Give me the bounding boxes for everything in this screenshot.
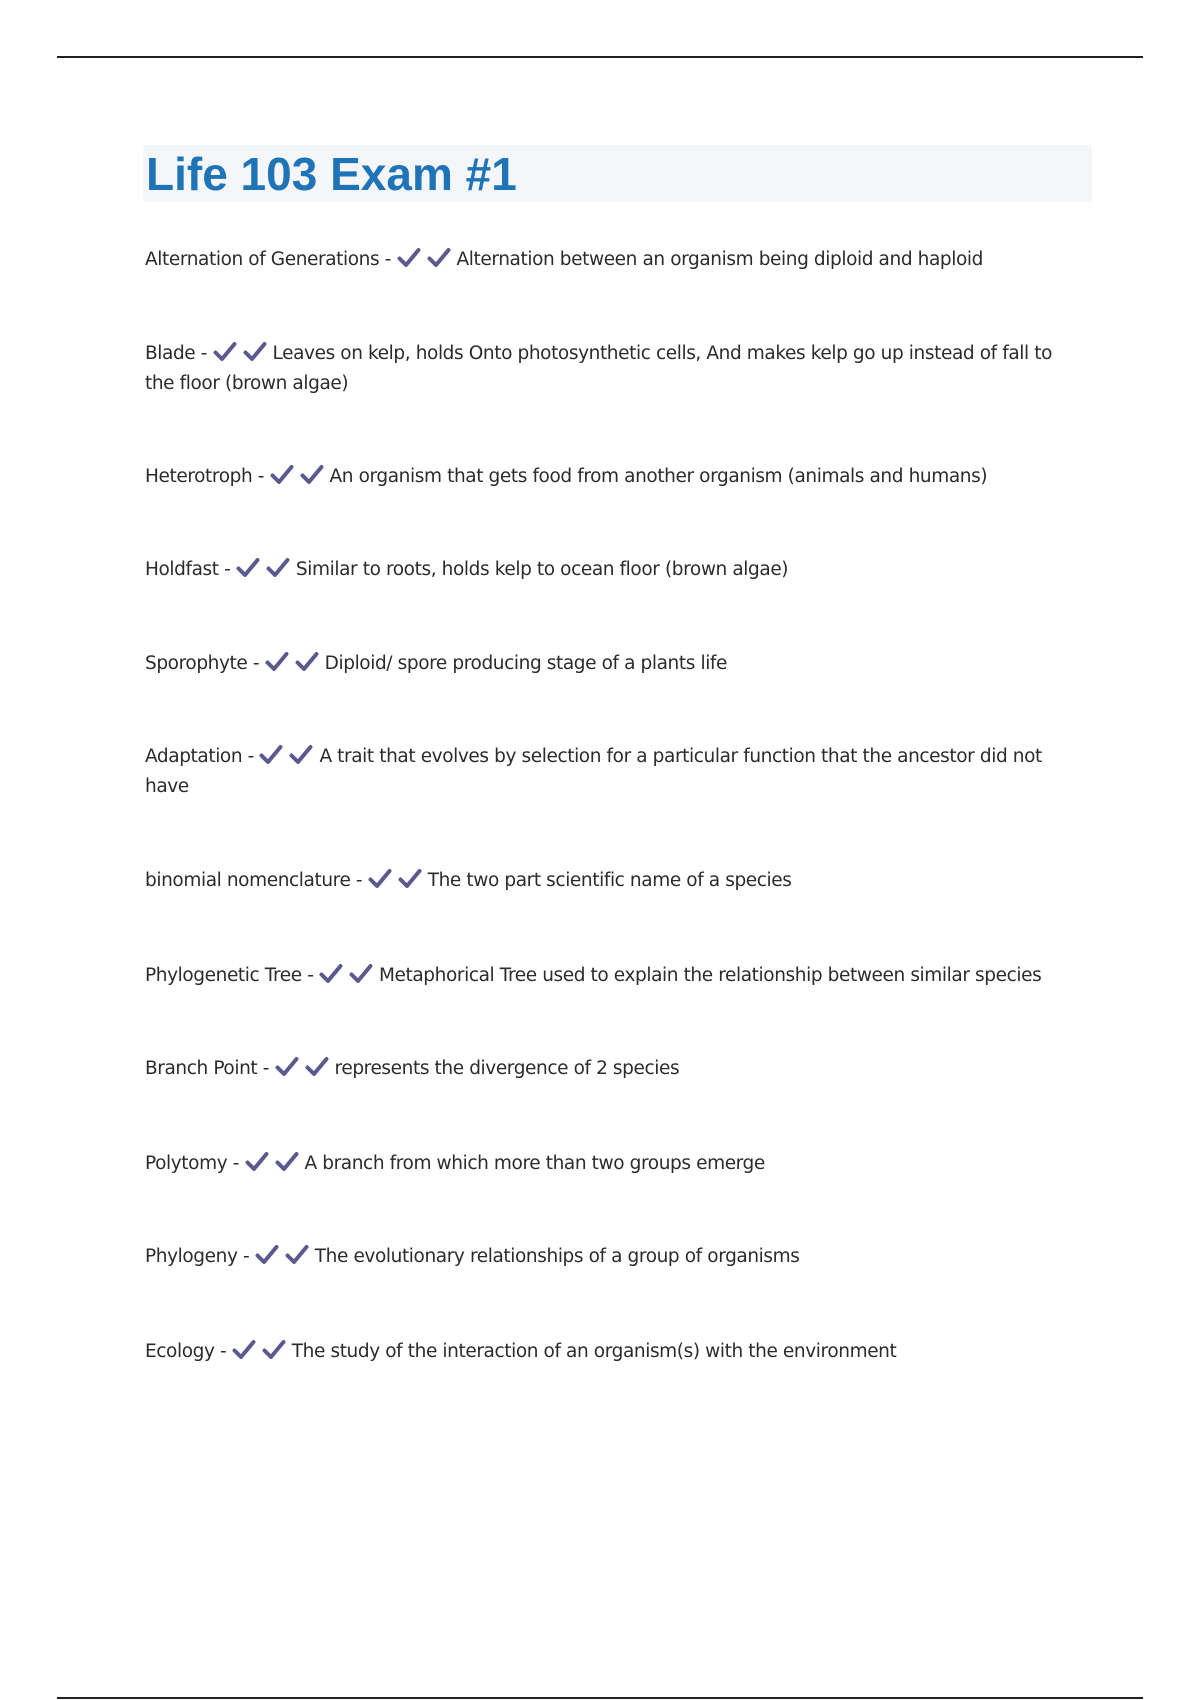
entry-definition: Similar to roots, holds kelp to ocean floor (brown algae) bbox=[295, 559, 789, 580]
entry-definition: represents the divergence of 2 species bbox=[334, 1058, 680, 1079]
check-icon bbox=[266, 557, 290, 579]
title-banner bbox=[143, 145, 1092, 202]
glossary-entry bbox=[145, 742, 1060, 802]
entry-separator: - bbox=[384, 249, 392, 270]
entry-term: Phylogeny bbox=[145, 1246, 238, 1267]
glossary-entry bbox=[145, 339, 1060, 399]
entry-term: Branch Point bbox=[145, 1058, 258, 1079]
check-icon bbox=[243, 341, 267, 363]
check-icon bbox=[255, 1244, 279, 1266]
glossary-entry bbox=[145, 555, 1060, 585]
entry-definition: An organism that gets food from another organism (animals and humans) bbox=[329, 466, 988, 487]
glossary-entry bbox=[145, 1054, 1060, 1084]
check-icon bbox=[289, 744, 313, 766]
entry-term: Ecology bbox=[145, 1341, 215, 1362]
check-icon bbox=[262, 1339, 286, 1361]
check-icon bbox=[275, 1151, 299, 1173]
entry-term: Sporophyte bbox=[145, 653, 248, 674]
entry-term: Alternation of Generations bbox=[145, 249, 380, 270]
page-title: Life 103 Exam #1 bbox=[146, 147, 517, 200]
check-icon bbox=[245, 1151, 269, 1173]
entry-definition: A branch from which more than two groups emerge bbox=[304, 1153, 765, 1174]
entry-term: binomial nomenclature bbox=[145, 870, 351, 891]
entry-definition: Alternation between an organism being diploid and haploid bbox=[456, 249, 983, 270]
check-icon bbox=[259, 744, 283, 766]
entry-term: Blade bbox=[145, 343, 196, 364]
entry-separator: - bbox=[257, 466, 265, 487]
glossary-entry bbox=[145, 1337, 1060, 1367]
entry-term: Holdfast bbox=[145, 559, 219, 580]
glossary-entry bbox=[145, 961, 1060, 991]
glossary-entry bbox=[145, 866, 1060, 896]
entry-separator: - bbox=[247, 746, 254, 767]
glossary-entry bbox=[145, 1242, 1060, 1272]
entry-definition: Diploid/ spore producing stage of a plants life bbox=[324, 653, 728, 674]
entry-separator: - bbox=[252, 653, 260, 674]
check-icon bbox=[232, 1339, 256, 1361]
entry-separator: - bbox=[232, 1153, 240, 1174]
entry-separator: - bbox=[355, 870, 363, 891]
entry-separator: - bbox=[224, 559, 231, 580]
check-icon bbox=[275, 1056, 299, 1078]
entry-separator: - bbox=[307, 965, 314, 986]
check-icon bbox=[319, 963, 343, 985]
check-icon bbox=[427, 247, 451, 269]
entry-definition: A trait that evolves by selection for a particular function that the ancestor did not have bbox=[145, 746, 1042, 797]
entry-separator: - bbox=[200, 343, 208, 364]
entry-term: Phylogenetic Tree bbox=[145, 965, 302, 986]
glossary-list bbox=[145, 245, 1060, 1367]
check-icon bbox=[368, 868, 392, 890]
glossary-entry bbox=[145, 462, 1060, 492]
check-icon bbox=[398, 868, 422, 890]
glossary-entry bbox=[145, 649, 1060, 679]
entry-separator: - bbox=[242, 1246, 250, 1267]
check-icon bbox=[265, 651, 289, 673]
entry-term: Adaptation bbox=[145, 746, 243, 767]
check-icon bbox=[397, 247, 421, 269]
check-icon bbox=[270, 464, 294, 486]
check-icon bbox=[305, 1056, 329, 1078]
entry-definition: The evolutionary relationships of a group of organisms bbox=[314, 1246, 800, 1267]
bottom-rule bbox=[57, 1697, 1143, 1699]
check-icon bbox=[300, 464, 324, 486]
entry-term: Heterotroph bbox=[145, 466, 253, 487]
check-icon bbox=[285, 1244, 309, 1266]
check-icon bbox=[295, 651, 319, 673]
check-icon bbox=[349, 963, 373, 985]
entry-definition: Leaves on kelp, holds Onto photosynthetic cells, And makes kelp go up instead of fall to the floor (brown algae) bbox=[145, 343, 1052, 394]
entry-separator: - bbox=[262, 1058, 270, 1079]
entry-separator: - bbox=[220, 1341, 227, 1362]
glossary-entry bbox=[145, 245, 1060, 275]
check-icon bbox=[213, 341, 237, 363]
top-rule bbox=[57, 56, 1143, 58]
entry-definition: Metaphorical Tree used to explain the relationship between similar species bbox=[378, 965, 1042, 986]
entry-term: Polytomy bbox=[145, 1153, 228, 1174]
check-icon bbox=[236, 557, 260, 579]
entry-definition: The two part scientific name of a species bbox=[427, 870, 792, 891]
entry-definition: The study of the interaction of an organism(s) with the environment bbox=[291, 1341, 897, 1362]
glossary-entry bbox=[145, 1149, 1060, 1179]
